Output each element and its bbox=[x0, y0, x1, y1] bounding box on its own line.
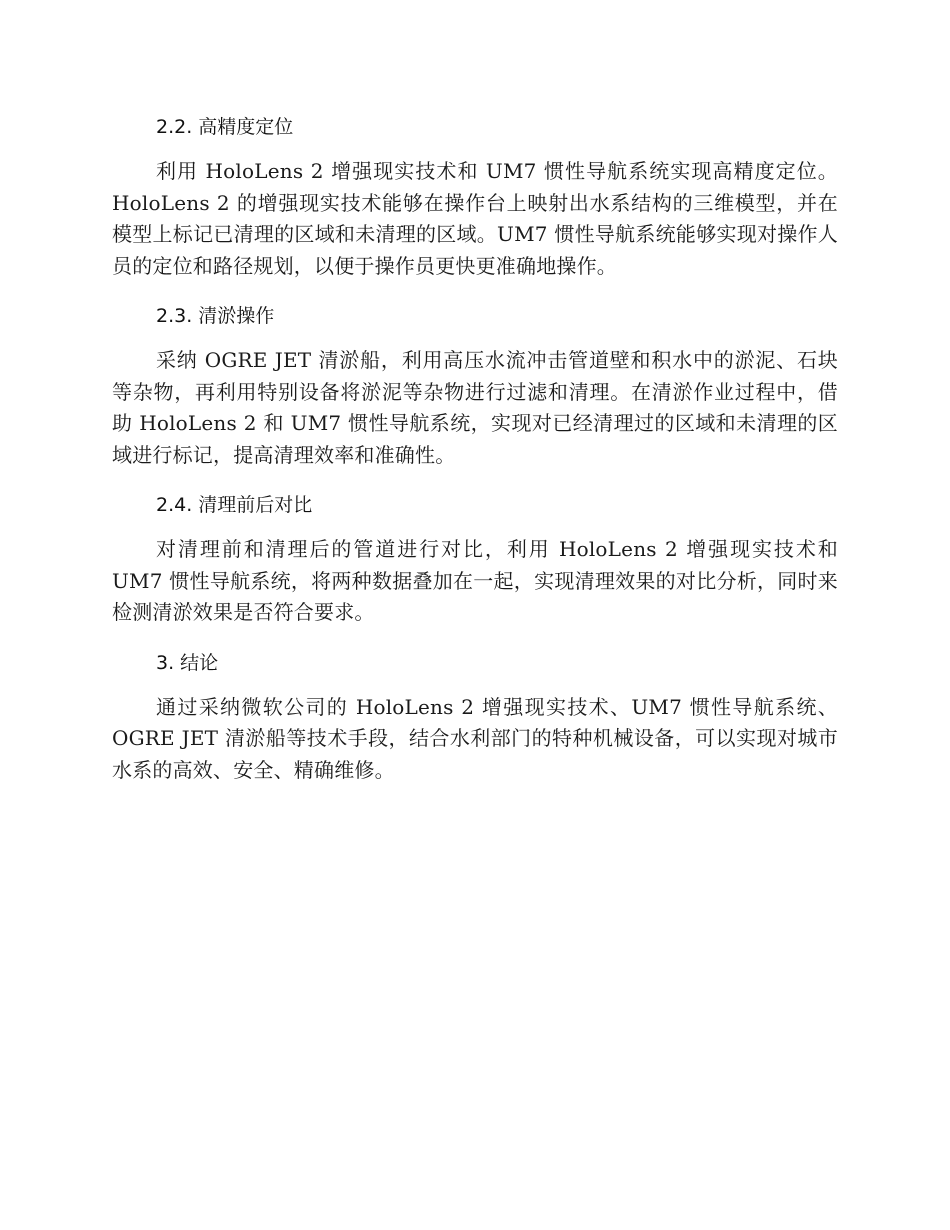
section-heading-3: 3. 结论 bbox=[156, 651, 219, 674]
section-paragraph-2-3: 采纳 OGRE JET 清淤船，利用高压水流冲击管道壁和积水中的淤泥、石块等杂物，再利用特别设备将淤泥等杂物进行过滤和清理。在清淤作业过程中，借助 HoloLens 2 和 UM7 惯性导航系统，实现对已经清理过的区域和未清理的区域进行标记，提高清理效率和准确性。 bbox=[112, 348, 838, 467]
section-paragraph-2-4: 对清理前和清理后的管道进行对比，利用 HoloLens 2 增强现实技术和 UM7 惯性导航系统，将两种数据叠加在一起，实现清理效果的对比分析，同时来检测清淤效果是否符合要求。 bbox=[112, 537, 838, 624]
section-paragraph-3: 通过采纳微软公司的 HoloLens 2 增强现实技术、UM7 惯性导航系统、OGRE JET 清淤船等技术手段，结合水利部门的特种机械设备，可以实现对城市水系的高效、安全、精确维修。 bbox=[112, 694, 838, 782]
section-heading-2-4: 2.4. 清理前后对比 bbox=[156, 494, 313, 516]
section-heading-2-2: 2.2. 高精度定位 bbox=[156, 116, 294, 138]
document-body bbox=[112, 112, 838, 805]
section-heading-2-3: 2.3. 清淤操作 bbox=[156, 305, 275, 327]
section-paragraph-2-2: 利用 HoloLens 2 增强现实技术和 UM7 惯性导航系统实现高精度定位。HoloLens 2 的增强现实技术能够在操作台上映射出水系结构的三维模型，并在模型上标记已清理的区域和未清理的区域。UM7 惯性导航系统能够实现对操作人员的定位和路径规划，以便于操作员更快更准确地操作。 bbox=[112, 159, 838, 278]
